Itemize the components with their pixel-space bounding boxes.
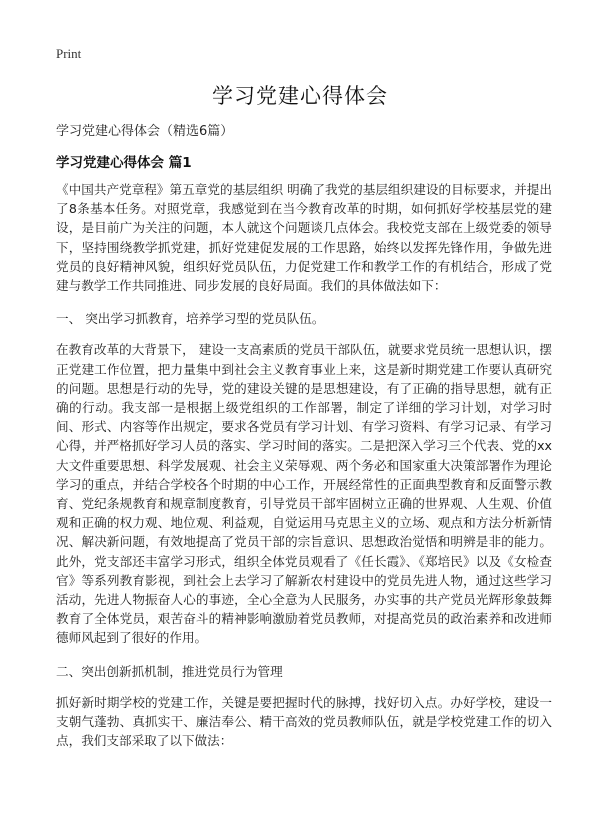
paragraph-point-one-body: 在教育改革的大背景下， 建设一支高素质的党员干部队伍，就要求党员统一思想认识，摆正党建工作位置，把力量集中到社会主义教育事业上来，这是新时期党建工作要认真研究的问题。思想是行动的先导，党的建设关键的是思想建设，有了正确的指导思想，就有正确的行动。我支部一是根据上级党组织的工作部署，制定了详细的学习计划，对学习时间、形式、内容等作出规定，要求各党员有学习计划、有学习资料、有学习记录、有学习心得，并严格抓好学习人员的落实、学习时间的落实。二是把深入学习三个代表、党的xx大文件重要思想、科学发展观、社会主义荣辱观、两个务必和国家重大决策部署作为理论学习的重点，并结合学校各个时期的中心工作，开展经常性的正面典型教育和反面警示教育、党纪条规教育和规章制度教育，引导党员干部牢固树立正确的世界观、人生观、价值观和正确的权力观、地位观、利益观，自觉运用马克思主义的立场、观点和方法分析新情况、解决新问题，有效地提高了党员干部的宗旨意识、思想政治觉悟和明辨是非的能力。此外，党支部还丰富学习形式，组织全体党员观看了《任长霞》、《郑培民》以及《女检查官》等系列教育影视，到社会上去学习了解新农村建设中的党员先进人物，通过这些学习活动，先进人物振奋人心的事迹，全心全意为人民服务，办实事的共产党员光辉形象鼓舞教育了全体党员，艰苦奋斗的精神影响激励着党员教师，对提高党员的政治素养和改进师德师风起到了很好的作用。 <box>56 342 552 646</box>
paragraph-point-two-heading: 二、突出创新抓机制，推进党员行为管理 <box>56 663 283 679</box>
article-body <box>56 180 552 764</box>
paragraph-point-one-heading: 一、 突出学习抓教育，培养学习型的党员队伍。 <box>56 311 325 327</box>
paragraph-point-two-body: 抓好新时期学校的党建工作，关键是要把握时代的脉搏，找好切入点。办好学校，建设一支朝气蓬勃、真抓实干、廉洁奉公、精干高效的党员教师队伍，就是学校党建工作的切入点，我们支部采取了以下做法： <box>56 694 552 749</box>
print-link[interactable]: Print <box>56 46 82 61</box>
section-heading: 学习党建心得体会 篇1 <box>56 155 192 171</box>
paragraph-intro: 《中国共产党章程》第五章党的基层组织 明确了我党的基层组织建设的目标要求，并提出了8条基本任务。对照党章，我感觉到在当今教育改革的时期，如何抓好学校基层党的建设，是目前广为关注的问题，本人就这个问题谈几点体会。我校党支部在上级党委的领导下，坚持围绕教学抓党建，抓好党建促发展的工作思路，始终以发挥先锋作用，争做先进党员的良好精神风貌，组织好党员队伍，力促党建工作和教学工作的有机结合，形成了党建与教学工作共同推进、同步发展的良好局面。我们的具体做法如下： <box>56 182 552 294</box>
document-title: 学习党建心得体会 <box>212 84 388 108</box>
document-subtitle: 学习党建心得体会（精选6篇） <box>56 124 234 139</box>
